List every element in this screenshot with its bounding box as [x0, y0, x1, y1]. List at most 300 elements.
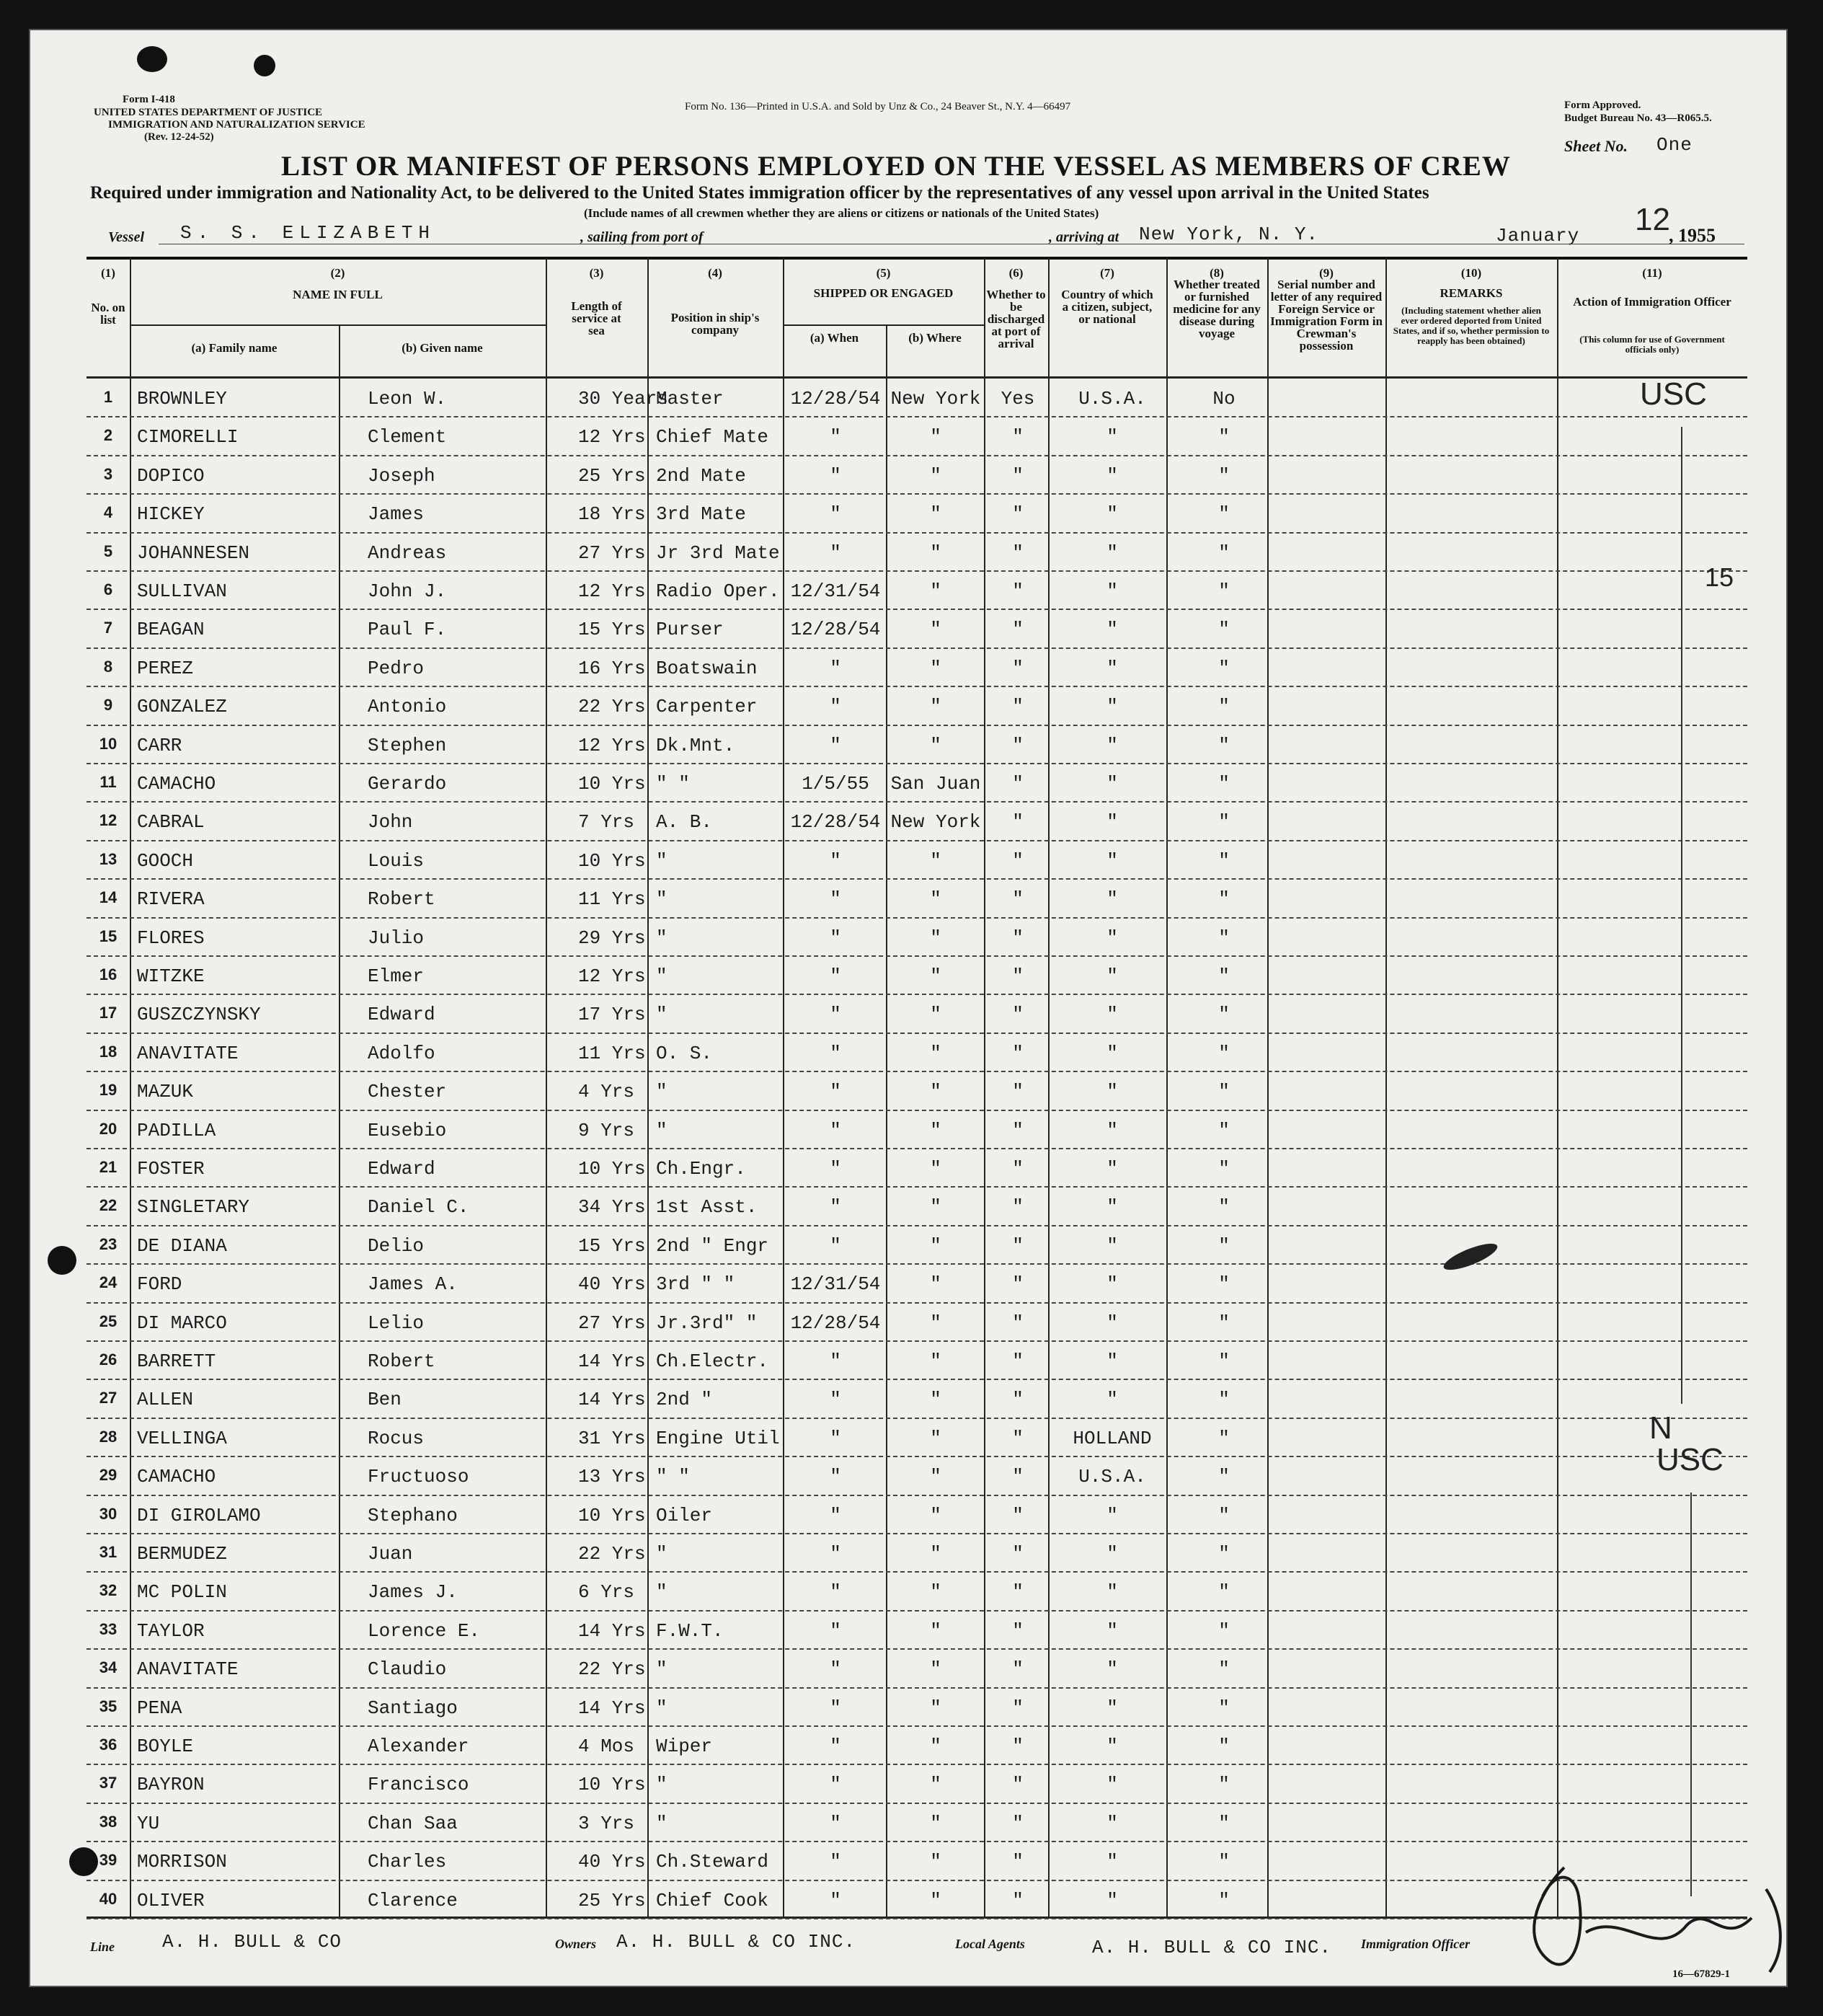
length-of-service: 30 Years — [578, 388, 668, 410]
length-of-service: 10 Yrs — [578, 849, 646, 872]
row-number: 14 — [99, 888, 117, 907]
owners-value: A. H. BULL & CO INC. — [616, 1931, 856, 1953]
family-name: ALLEN — [137, 1389, 194, 1411]
row-number: 25 — [99, 1312, 117, 1330]
position: Engine Util — [656, 1427, 780, 1449]
shipped-when: " — [830, 696, 841, 718]
medicine: " — [1218, 619, 1230, 641]
given-name: Chester — [368, 1081, 447, 1103]
sailing-label: , sailing from port of — [580, 229, 704, 245]
shipped-when: 12/31/54 — [790, 580, 881, 602]
shipped-when: " — [830, 1581, 841, 1604]
shipped-where: " — [930, 1619, 941, 1642]
shipped-when: " — [830, 849, 841, 872]
length-of-service: 17 Yrs — [578, 1004, 646, 1026]
discharged: " — [1012, 426, 1024, 448]
medicine: No — [1212, 388, 1236, 410]
annotation-usc-1: USC — [1640, 376, 1707, 412]
row-number: 24 — [99, 1273, 117, 1292]
medicine: " — [1218, 1658, 1230, 1681]
position: Oiler — [656, 1504, 713, 1526]
discharged: " — [1012, 1736, 1024, 1757]
row-number: 26 — [99, 1350, 117, 1369]
country: " — [1106, 1350, 1118, 1372]
family-name: GUSZCZYNSKY — [137, 1004, 261, 1026]
punch-hole-2 — [69, 1847, 98, 1876]
col-serial-label: Serial number and letter of any required Foreign Service or Immigration Form in Crewman's possession — [1270, 278, 1383, 353]
row-number: 23 — [99, 1234, 117, 1253]
shipped-where: " — [930, 1504, 941, 1526]
position: F.W.T. — [656, 1619, 724, 1642]
shipped-where: " — [930, 1736, 941, 1757]
position: Ch.Electr. — [656, 1350, 769, 1372]
length-of-service: 3 Yrs — [578, 1812, 635, 1834]
shipped-when: " — [830, 1081, 841, 1103]
given-name: Leon W. — [368, 388, 447, 410]
discharged: " — [1012, 965, 1024, 987]
discharged: " — [1012, 1427, 1024, 1449]
shipped-where: " — [930, 1543, 941, 1565]
col-name-label: NAME IN FULL — [293, 288, 383, 301]
shipped-where: " — [930, 1312, 941, 1334]
position: 3rd Mate — [656, 503, 746, 526]
col-remarks-label: REMARKS — [1440, 286, 1503, 300]
length-of-service: 16 Yrs — [578, 657, 646, 679]
country: " — [1106, 927, 1118, 949]
discharged: " — [1012, 734, 1024, 756]
given-name: Lelio — [368, 1312, 425, 1334]
country: " — [1106, 773, 1118, 795]
shipped-where: " — [930, 927, 941, 949]
given-name: Stephano — [368, 1504, 458, 1526]
position: " — [656, 1658, 667, 1681]
length-of-service: 13 Yrs — [578, 1466, 646, 1488]
position: Ch.Steward — [656, 1851, 769, 1873]
arrival-day: 12 — [1635, 202, 1670, 237]
medicine: " — [1218, 1889, 1230, 1911]
country: " — [1106, 1851, 1118, 1873]
country: " — [1106, 1697, 1118, 1719]
col-shipped-number: (5) — [876, 266, 891, 280]
col-country-number: (7) — [1100, 266, 1114, 280]
country: U.S.A. — [1078, 1466, 1146, 1488]
position: Chief Cook — [656, 1889, 769, 1911]
country: " — [1106, 1081, 1118, 1103]
family-name: FORD — [137, 1273, 182, 1296]
shipped-when: " — [830, 1774, 841, 1796]
col-length-number: (3) — [589, 266, 604, 280]
row-number: 10 — [99, 734, 117, 753]
discharged: " — [1012, 1234, 1024, 1257]
row-number: 13 — [99, 849, 117, 868]
family-name: SINGLETARY — [137, 1196, 250, 1219]
shipped-when: " — [830, 426, 841, 448]
country: " — [1106, 1581, 1118, 1604]
family-name: FOSTER — [137, 1158, 205, 1180]
arrival-month: January — [1496, 225, 1580, 247]
family-name: PADILLA — [137, 1119, 216, 1141]
given-name: Joseph — [368, 464, 435, 487]
vessel-label: Vessel — [108, 229, 144, 245]
length-of-service: 11 Yrs — [578, 1042, 646, 1064]
shipped-where: " — [930, 464, 941, 487]
country: " — [1106, 1119, 1118, 1141]
col-remarks-note: (Including statement whether alien ever ordered deported from United States, and if so, whether permission to reapply has been obtained) — [1393, 305, 1550, 346]
row-number: 12 — [99, 811, 117, 830]
country: " — [1106, 1504, 1118, 1526]
shipped-where: " — [930, 1042, 941, 1064]
family-name: DI MARCO — [137, 1312, 227, 1334]
family-name: OLIVER — [137, 1889, 205, 1911]
length-of-service: 12 Yrs — [578, 965, 646, 987]
shipped-where: " — [930, 734, 941, 756]
family-name: BROWNLEY — [137, 388, 227, 410]
shipped-when: " — [830, 1658, 841, 1681]
shipped-where: " — [930, 619, 941, 641]
family-name: CAMACHO — [137, 773, 216, 795]
length-of-service: 15 Yrs — [578, 1234, 646, 1257]
row-number: 39 — [99, 1851, 117, 1870]
family-name: ANAVITATE — [137, 1658, 239, 1681]
discharged: " — [1012, 1851, 1024, 1873]
discharged: " — [1012, 580, 1024, 602]
shipped-where: " — [930, 1658, 941, 1681]
country: " — [1106, 657, 1118, 679]
family-name: BARRETT — [137, 1350, 216, 1372]
row-number: 11 — [99, 773, 117, 791]
medicine: " — [1218, 1004, 1230, 1026]
discharged: " — [1012, 464, 1024, 487]
length-of-service: 25 Yrs — [578, 464, 646, 487]
shipped-where: New York — [890, 388, 981, 410]
country: " — [1106, 965, 1118, 987]
row-number: 40 — [99, 1889, 117, 1908]
department: UNITED STATES DEPARTMENT OF JUSTICE — [94, 107, 323, 118]
row-number: 37 — [99, 1774, 117, 1792]
row-number: 7 — [103, 619, 113, 637]
discharged: " — [1012, 1119, 1024, 1141]
agents-value: A. H. BULL & CO INC. — [1092, 1937, 1332, 1958]
col-when-label: (a) When — [810, 331, 859, 345]
col-discharged-number: (6) — [1008, 266, 1024, 280]
shipped-where: " — [930, 1196, 941, 1219]
shipped-when: " — [830, 657, 841, 679]
length-of-service: 4 Mos — [578, 1736, 635, 1757]
medicine: " — [1218, 696, 1230, 718]
row-number: 8 — [103, 657, 113, 676]
family-name: MAZUK — [137, 1081, 194, 1103]
discharged: " — [1012, 1389, 1024, 1411]
position: Jr 3rd Mate — [656, 541, 780, 564]
shipped-when: " — [830, 734, 841, 756]
country: " — [1106, 1273, 1118, 1296]
country: " — [1106, 734, 1118, 756]
shipped-where: " — [930, 541, 941, 564]
length-of-service: 10 Yrs — [578, 1158, 646, 1180]
given-name: Delio — [368, 1234, 425, 1257]
discharged: " — [1012, 541, 1024, 564]
row-number: 28 — [99, 1427, 117, 1446]
given-name: Fructuoso — [368, 1466, 469, 1488]
row-number: 5 — [103, 541, 113, 560]
shipped-where: " — [930, 849, 941, 872]
family-name: FLORES — [137, 927, 205, 949]
col-length-label: Length of service at sea — [571, 299, 622, 337]
sheet-value: One — [1656, 134, 1693, 156]
discharged: " — [1012, 1889, 1024, 1911]
family-name: ANAVITATE — [137, 1042, 239, 1064]
length-of-service: 40 Yrs — [578, 1851, 646, 1873]
col-country-label: Country of which a citizen, subject, or national — [1061, 288, 1153, 326]
medicine: " — [1218, 1119, 1230, 1141]
col-medicine-number: (8) — [1210, 266, 1224, 280]
medicine: " — [1218, 1697, 1230, 1719]
position: Ch.Engr. — [656, 1158, 746, 1180]
country: " — [1106, 1619, 1118, 1642]
discharged: " — [1012, 1158, 1024, 1180]
discharged: " — [1012, 1273, 1024, 1296]
given-name: Clement — [368, 426, 447, 448]
discharged: " — [1012, 1812, 1024, 1834]
family-name: CAMACHO — [137, 1466, 216, 1488]
shipped-when: " — [830, 1466, 841, 1488]
shipped-where: " — [930, 503, 941, 526]
col-serial-number: (9) — [1319, 266, 1334, 280]
given-name: Adolfo — [368, 1042, 435, 1064]
shipped-when: " — [830, 541, 841, 564]
length-of-service: 10 Yrs — [578, 773, 646, 795]
medicine: " — [1218, 1581, 1230, 1604]
position: " — [656, 965, 667, 987]
discharged: " — [1012, 1042, 1024, 1064]
length-of-service: 14 Yrs — [578, 1389, 646, 1411]
medicine: " — [1218, 1350, 1230, 1372]
given-name: Pedro — [368, 657, 425, 679]
col-shipped-label: SHIPPED OR ENGAGED — [813, 286, 954, 300]
length-of-service: 7 Yrs — [578, 811, 635, 834]
shipped-where: New York — [890, 811, 981, 834]
row-number: 29 — [99, 1466, 117, 1485]
shipped-where: " — [930, 1697, 941, 1719]
position: O. S. — [656, 1042, 713, 1064]
annotation-usc-2: USC — [1656, 1442, 1724, 1477]
shipped-where: " — [930, 1774, 941, 1796]
discharged: " — [1012, 849, 1024, 872]
length-of-service: 14 Yrs — [578, 1350, 646, 1372]
country: " — [1106, 1736, 1118, 1757]
length-of-service: 11 Yrs — [578, 888, 646, 911]
medicine: " — [1218, 464, 1230, 487]
medicine: " — [1218, 1851, 1230, 1873]
medicine: " — [1218, 849, 1230, 872]
country: " — [1106, 1158, 1118, 1180]
subtitle-note: (Include names of all crewmen whether they are aliens or citizens or nationals of the United States) — [584, 206, 1099, 220]
shipped-when: " — [830, 1389, 841, 1411]
country: " — [1106, 1543, 1118, 1565]
length-of-service: 14 Yrs — [578, 1697, 646, 1719]
given-name: Antonio — [368, 696, 447, 718]
family-name: WITZKE — [137, 965, 205, 987]
medicine: " — [1218, 657, 1230, 679]
given-name: Juan — [368, 1543, 413, 1565]
position: Dk.Mnt. — [656, 734, 735, 756]
country: " — [1106, 619, 1118, 641]
shipped-when: " — [830, 1196, 841, 1219]
discharged: " — [1012, 1196, 1024, 1219]
col-no-label: No. on list — [91, 301, 125, 327]
family-name: BOYLE — [137, 1736, 194, 1757]
subtitle: Required under immigration and Nationality Act, to be delivered to the United States immigration officer by the representatives of any vessel upon arrival in the United States — [90, 183, 1429, 203]
col-action-note: (This column for use of Government officials only) — [1579, 334, 1725, 355]
discharged: " — [1012, 811, 1024, 834]
position: " — [656, 1697, 667, 1719]
medicine: " — [1218, 1081, 1230, 1103]
col-given-label: (b) Given name — [402, 341, 483, 355]
country: " — [1106, 811, 1118, 834]
medicine: " — [1218, 1273, 1230, 1296]
shipped-when: " — [830, 1427, 841, 1449]
length-of-service: 9 Yrs — [578, 1119, 635, 1141]
medicine: " — [1218, 1774, 1230, 1796]
form-approved: Form Approved. — [1564, 100, 1641, 111]
shipped-where: San Juan — [890, 773, 981, 795]
shipped-when: " — [830, 1736, 841, 1757]
row-number: 18 — [99, 1042, 117, 1061]
family-name: MC POLIN — [137, 1581, 227, 1604]
shipped-where: " — [930, 1004, 941, 1026]
discharged: " — [1012, 1350, 1024, 1372]
country: " — [1106, 464, 1118, 487]
col-action-number: (11) — [1642, 266, 1662, 280]
shipped-where: " — [930, 1889, 941, 1911]
row-number: 30 — [99, 1504, 117, 1523]
position: " — [656, 1119, 667, 1141]
given-name: John — [368, 811, 413, 834]
discharged: " — [1012, 1312, 1024, 1334]
col-name-number: (2) — [330, 266, 345, 280]
shipped-where: " — [930, 1158, 941, 1180]
shipped-when: " — [830, 1004, 841, 1026]
position: A. B. — [656, 811, 713, 834]
position: " — [656, 1004, 667, 1026]
shipped-when: " — [830, 1889, 841, 1911]
row-number: 22 — [99, 1196, 117, 1215]
owners-label: Owners — [555, 1937, 597, 1951]
family-name: MORRISON — [137, 1851, 227, 1873]
given-name: Edward — [368, 1158, 435, 1180]
col-family-label: (a) Family name — [191, 341, 278, 355]
position: Radio Oper. — [656, 580, 780, 602]
medicine: " — [1218, 1543, 1230, 1565]
length-of-service: 31 Yrs — [578, 1427, 646, 1449]
position: " — [656, 1581, 667, 1604]
given-name: Claudio — [368, 1658, 447, 1681]
shipped-when: " — [830, 1812, 841, 1834]
country: " — [1106, 888, 1118, 911]
country: " — [1106, 1812, 1118, 1834]
family-name: RIVERA — [137, 888, 205, 911]
shipped-when: 12/28/54 — [790, 388, 881, 410]
position: " " — [656, 773, 690, 795]
shipped-when: " — [830, 1851, 841, 1873]
family-name: DI GIROLAMO — [137, 1504, 261, 1526]
vessel-name: S. S. ELIZABETH — [180, 222, 436, 244]
length-of-service: 15 Yrs — [578, 619, 646, 641]
col-remarks-number: (10) — [1460, 266, 1482, 280]
family-name: DE DIANA — [137, 1234, 227, 1257]
position: " — [656, 927, 667, 949]
position: 2nd Mate — [656, 464, 746, 487]
position: " — [656, 849, 667, 872]
given-name: Francisco — [368, 1774, 469, 1796]
length-of-service: 34 Yrs — [578, 1196, 646, 1219]
discharged: " — [1012, 1774, 1024, 1796]
arrival-year: , 1955 — [1669, 225, 1716, 246]
agents-label: Local Agents — [955, 1937, 1025, 1951]
medicine: " — [1218, 1619, 1230, 1642]
discharged: " — [1012, 888, 1024, 911]
row-number: 15 — [99, 927, 117, 945]
medicine: " — [1218, 1389, 1230, 1411]
discharged: " — [1012, 1543, 1024, 1565]
medicine: " — [1218, 1427, 1230, 1449]
discharged: " — [1012, 503, 1024, 526]
discharged: " — [1012, 1581, 1024, 1604]
family-name: SULLIVAN — [137, 580, 227, 602]
position: " — [656, 888, 667, 911]
form-code: 16—67829-1 — [1672, 1968, 1730, 1980]
shipped-when: 12/28/54 — [790, 619, 881, 641]
shipped-where: " — [930, 1234, 941, 1257]
shipped-when: 12/28/54 — [790, 1312, 881, 1334]
row-number: 38 — [99, 1812, 117, 1831]
medicine: " — [1218, 426, 1230, 448]
length-of-service: 29 Yrs — [578, 927, 646, 949]
country: " — [1106, 426, 1118, 448]
country: " — [1106, 1658, 1118, 1681]
discharged: " — [1012, 1466, 1024, 1488]
shipped-where: " — [930, 1350, 941, 1372]
col-action-label: Action of Immigration Officer — [1573, 295, 1731, 309]
row-number: 31 — [99, 1543, 117, 1561]
position: 1st Asst. — [656, 1196, 758, 1219]
col-where-label: (b) Where — [908, 331, 962, 345]
country: U.S.A. — [1078, 388, 1146, 410]
shipped-where: " — [930, 426, 941, 448]
medicine: " — [1218, 541, 1230, 564]
row-number: 19 — [99, 1081, 117, 1100]
given-name: James J. — [368, 1581, 458, 1604]
row-number: 6 — [103, 580, 113, 598]
position: " — [656, 1812, 667, 1834]
row-number: 33 — [99, 1619, 117, 1638]
country: " — [1106, 1889, 1118, 1911]
length-of-service: 27 Yrs — [578, 541, 646, 564]
given-name: Chan Saa — [368, 1812, 458, 1834]
shipped-when: " — [830, 1234, 841, 1257]
discharged: " — [1012, 619, 1024, 641]
given-name: John J. — [368, 580, 447, 602]
medicine: " — [1218, 1504, 1230, 1526]
row-number: 17 — [99, 1004, 117, 1022]
family-name: GONZALEZ — [137, 696, 227, 718]
position: 2nd " — [656, 1389, 713, 1411]
row-number: 20 — [99, 1119, 117, 1138]
family-name: BAYRON — [137, 1774, 205, 1796]
sheet-label: Sheet No. — [1564, 137, 1628, 155]
family-name: YU — [137, 1812, 160, 1834]
position: " — [656, 1081, 667, 1103]
